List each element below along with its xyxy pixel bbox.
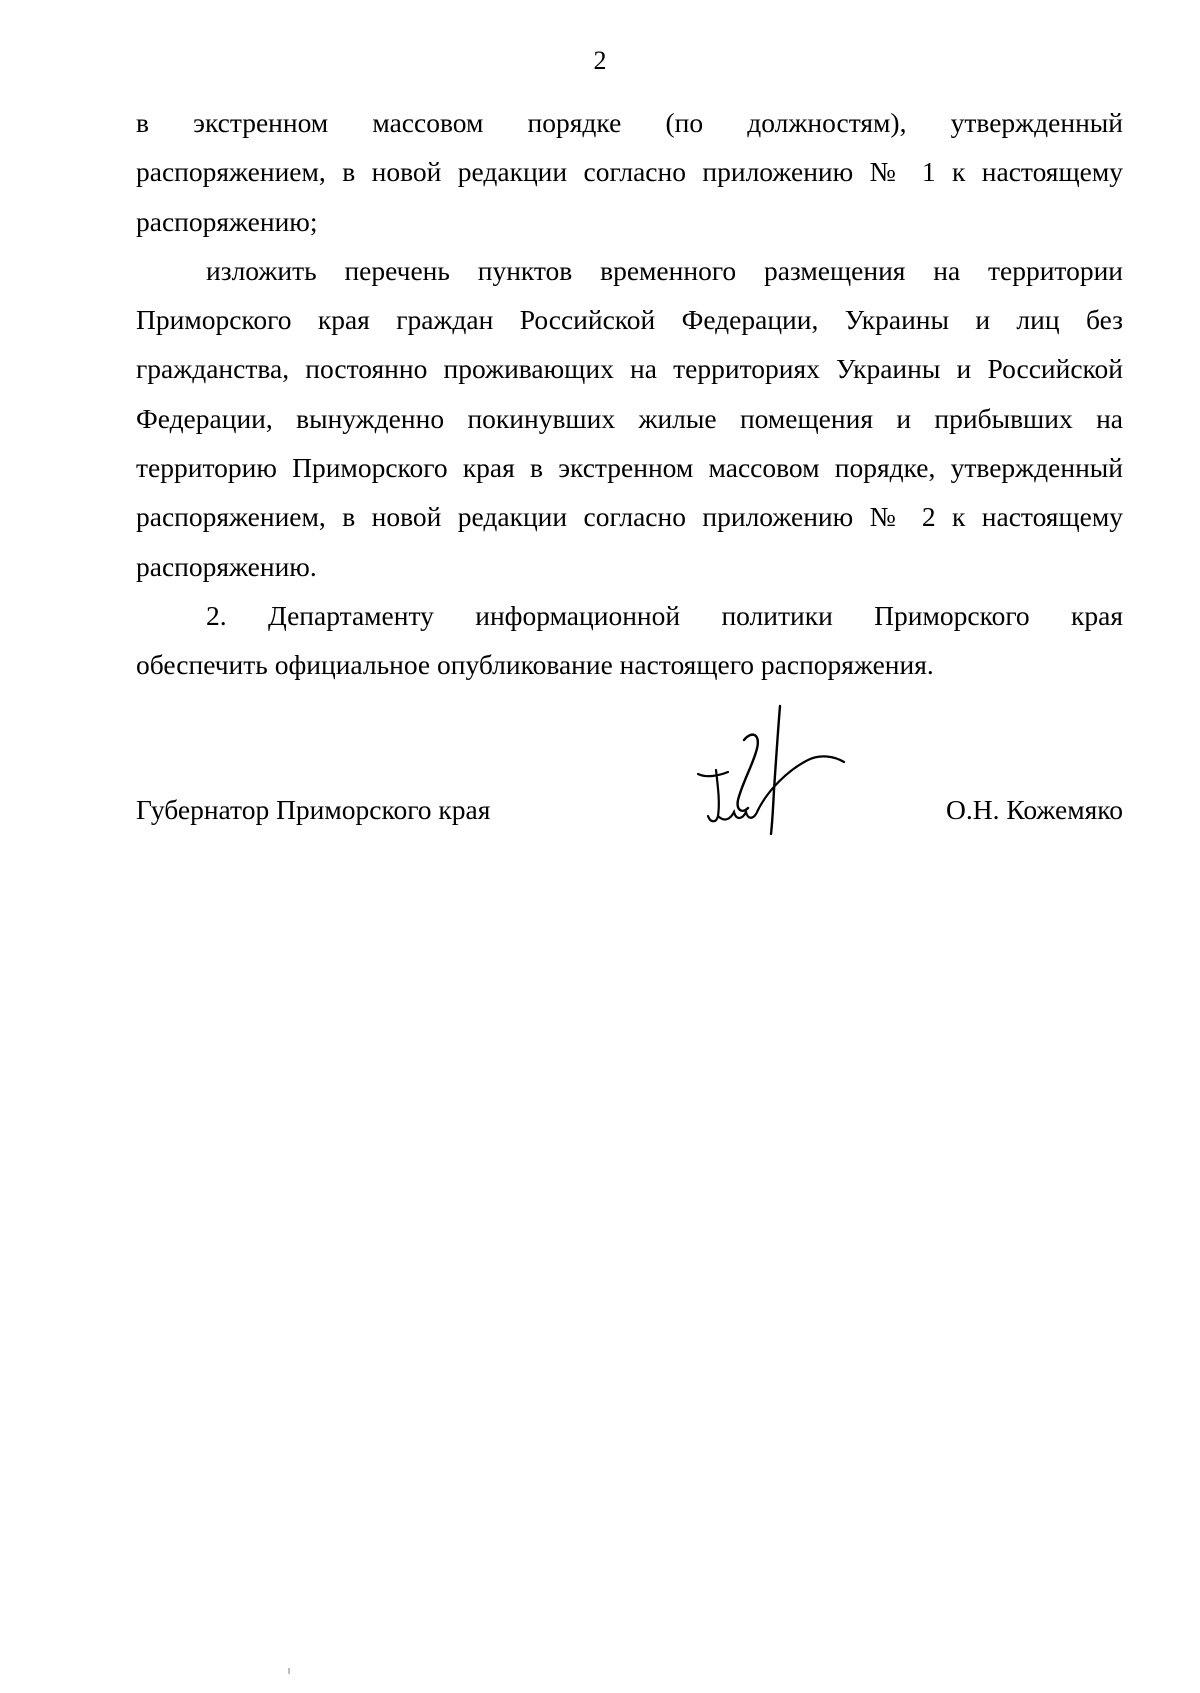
paragraph-line: распоряжением, в новой редакции согласно приложению № 1 к настоящему [136,156,1123,188]
paragraph-line: территорию Приморского края в экстренном массовом порядке, утвержденный [136,452,1123,484]
paragraph-line: распоряжению. [136,550,317,582]
paragraph-line: обеспечить официальное опубликование настоящего распоряжения. [136,649,934,681]
paragraph-line: в экстренном массовом порядке (по должностям), утвержденный [136,107,1123,138]
paragraph-line: Приморского края граждан Российской Федерации, Украины и лиц без [136,304,1123,336]
page-number: 2 [593,46,607,75]
paragraph-line: распоряжением, в новой редакции согласно приложению № 2 к настоящему [136,501,1123,533]
document-body [136,98,1123,690]
signer-name: О.Н. Кожемяко [946,794,1123,825]
paragraph-line: изложить перечень пунктов временного размещения на территории [206,254,1123,286]
signature-block [136,792,1123,832]
paragraph-line: распоряжению; [136,205,318,237]
paragraph-line: гражданства, постоянно проживающих на территориях Украины и Российской [136,353,1123,385]
signer-title: Губернатор Приморского края [136,794,491,825]
paragraph-line: Федерации, вынужденно покинувших жилые помещения и прибывших на [136,402,1123,434]
scan-artifact [288,1668,290,1674]
paragraph-line: 2. Департаменту информационной политики Приморского края [206,599,1123,631]
